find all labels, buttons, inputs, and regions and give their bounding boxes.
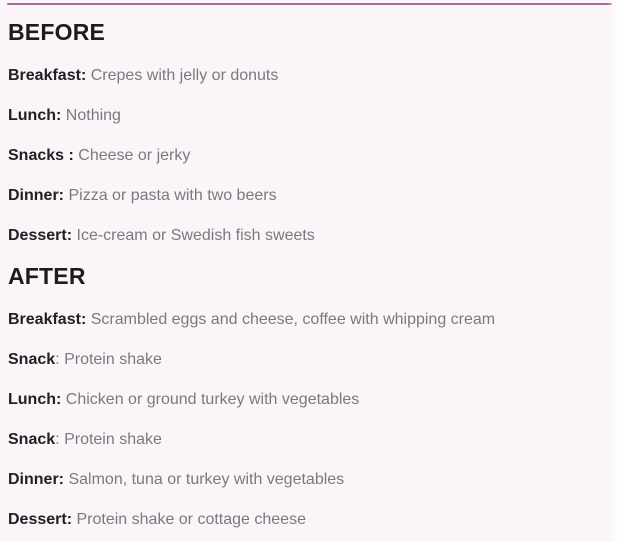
meal-separator: : <box>55 351 60 368</box>
meal-label: Dessert <box>8 227 67 244</box>
meal-row-dinner-after <box>8 471 597 488</box>
meal-label: Dinner <box>8 471 59 488</box>
meal-separator: : <box>55 431 60 448</box>
meal-separator: : <box>66 511 73 528</box>
meal-separator: : <box>80 67 87 84</box>
meal-text: Pizza or pasta with two beers <box>68 187 277 204</box>
meal-text: Protein shake <box>64 351 162 368</box>
meal-text: Crepes with jelly or donuts <box>90 67 279 84</box>
meal-text: Cheese or jerky <box>78 147 191 164</box>
meal-text: Protein shake <box>64 431 162 448</box>
meal-separator: : <box>80 311 87 328</box>
meal-separator: : <box>66 227 73 244</box>
meal-label: Breakfast <box>8 311 81 328</box>
meal-row-breakfast-before <box>8 67 597 84</box>
meal-label: Dinner <box>8 187 59 204</box>
meal-text: Ice-cream or Swedish fish sweets <box>76 227 315 244</box>
section-heading-after: AFTER <box>8 263 86 289</box>
meal-text: Scrambled eggs and cheese, coffee with whipping cream <box>90 311 496 328</box>
meal-separator: : <box>56 107 62 124</box>
meal-label: Lunch <box>8 107 56 124</box>
meal-separator: : <box>64 147 74 164</box>
meal-row-dinner-before <box>8 187 597 204</box>
meal-separator: : <box>58 187 64 204</box>
meal-label: Lunch <box>8 391 56 408</box>
meal-label: Breakfast <box>8 67 81 84</box>
meal-label: Snack <box>8 431 56 448</box>
meal-row-snack2-after <box>8 431 597 448</box>
meal-label: Snack <box>8 351 56 368</box>
meal-row-lunch-after <box>8 391 597 408</box>
meal-label: Dessert <box>8 511 67 528</box>
section-after <box>8 244 597 528</box>
meal-row-dessert-before <box>8 227 597 244</box>
meal-row-snacks-before <box>8 147 597 164</box>
meal-text: Nothing <box>65 107 121 124</box>
meal-text: Protein shake or cottage cheese <box>76 511 306 528</box>
meal-separator: : <box>56 391 62 408</box>
meal-row-breakfast-after <box>8 311 597 328</box>
meal-row-dessert-after <box>8 511 597 528</box>
section-heading-before: BEFORE <box>8 19 106 45</box>
meal-text: Salmon, tuna or turkey with vegetables <box>68 471 345 488</box>
meal-separator: : <box>58 471 64 488</box>
meal-row-lunch-before <box>8 107 597 124</box>
meal-text: Chicken or ground turkey with vegetables <box>65 391 360 408</box>
meal-row-snack1-after <box>8 351 597 368</box>
section-before <box>8 0 597 244</box>
meal-label: Snacks <box>8 147 65 164</box>
